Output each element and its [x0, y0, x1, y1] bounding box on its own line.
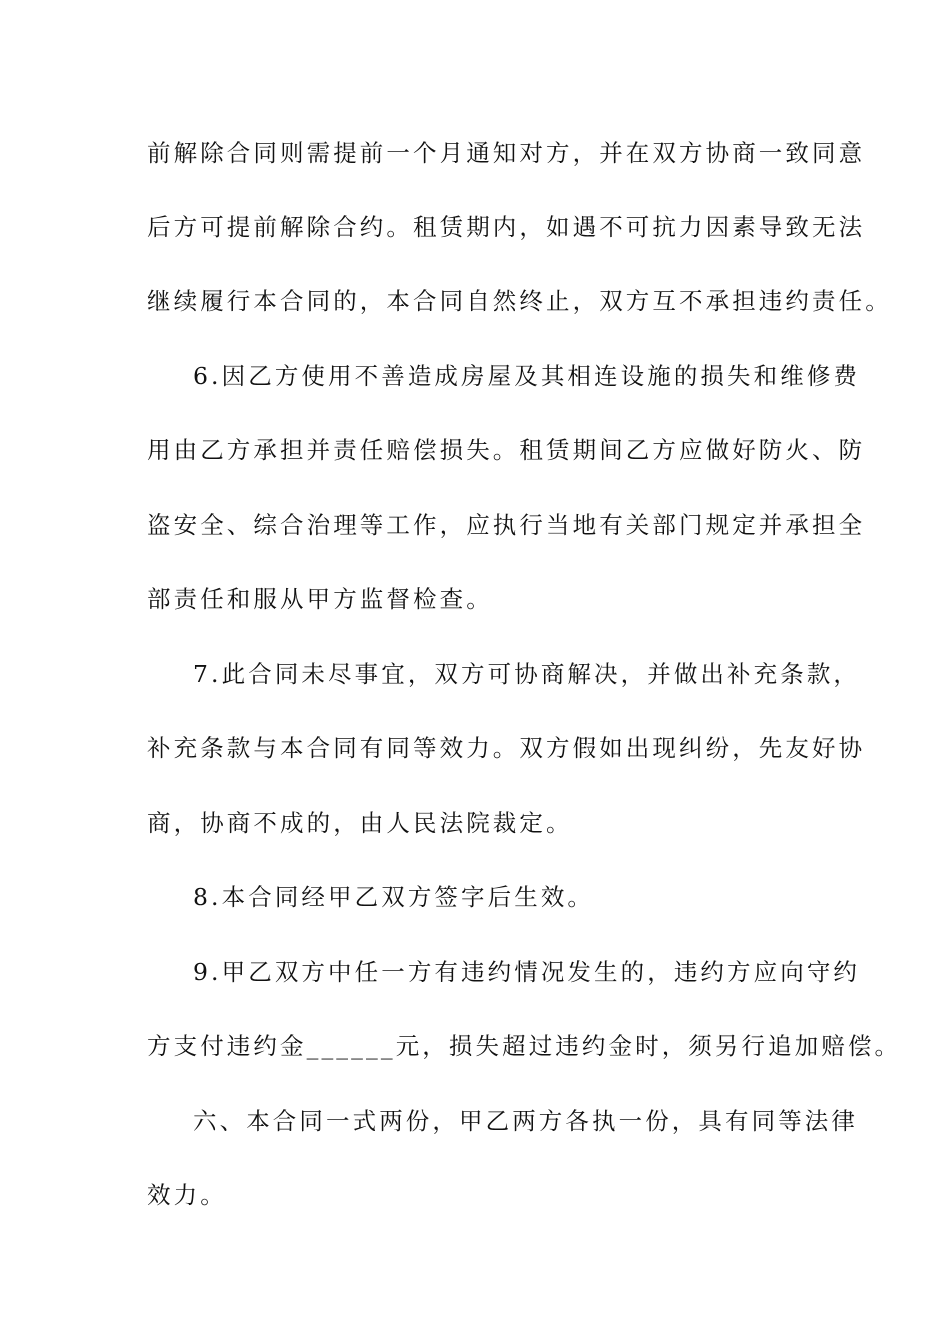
text-line: 效力。: [147, 1181, 227, 1209]
clause-6-start: 6.因乙方使用不善造成房屋及其相连设施的损失和维修费: [193, 362, 861, 390]
text-line: 盗安全、综合治理等工作，应执行当地有关部门规定并承担全: [147, 511, 866, 539]
text-line: 继续履行本合同的，本合同自然终止，双方互不承担违约责任。: [147, 287, 892, 315]
text-line: 方支付违约金______元，损失超过违约金时，须另行追加赔偿。: [147, 1032, 902, 1060]
text-line: 后方可提前解除合约。租赁期内，如遇不可抗力因素导致无法: [147, 213, 866, 241]
text-line: 前解除合同则需提前一个月通知对方，并在双方协商一致同意: [147, 139, 866, 167]
clause-9-start: 9.甲乙双方中任一方有违约情况发生的，违约方应向守约: [193, 958, 861, 986]
section-6-start: 六、本合同一式两份，甲乙两方各执一份，具有同等法律: [193, 1107, 858, 1135]
text-line: 商，协商不成的，由人民法院裁定。: [147, 809, 573, 837]
text-line: 部责任和服从甲方监督检查。: [147, 585, 493, 613]
clause-7-start: 7.此合同未尽事宜，双方可协商解决，并做出补充条款，: [193, 660, 861, 688]
clause-8: 8.本合同经甲乙双方签字后生效。: [193, 883, 595, 911]
text-line: 补充条款与本合同有同等效力。双方假如出现纠纷，先友好协: [147, 734, 866, 762]
text-line: 用由乙方承担并责任赔偿损失。租赁期间乙方应做好防火、防: [147, 436, 866, 464]
